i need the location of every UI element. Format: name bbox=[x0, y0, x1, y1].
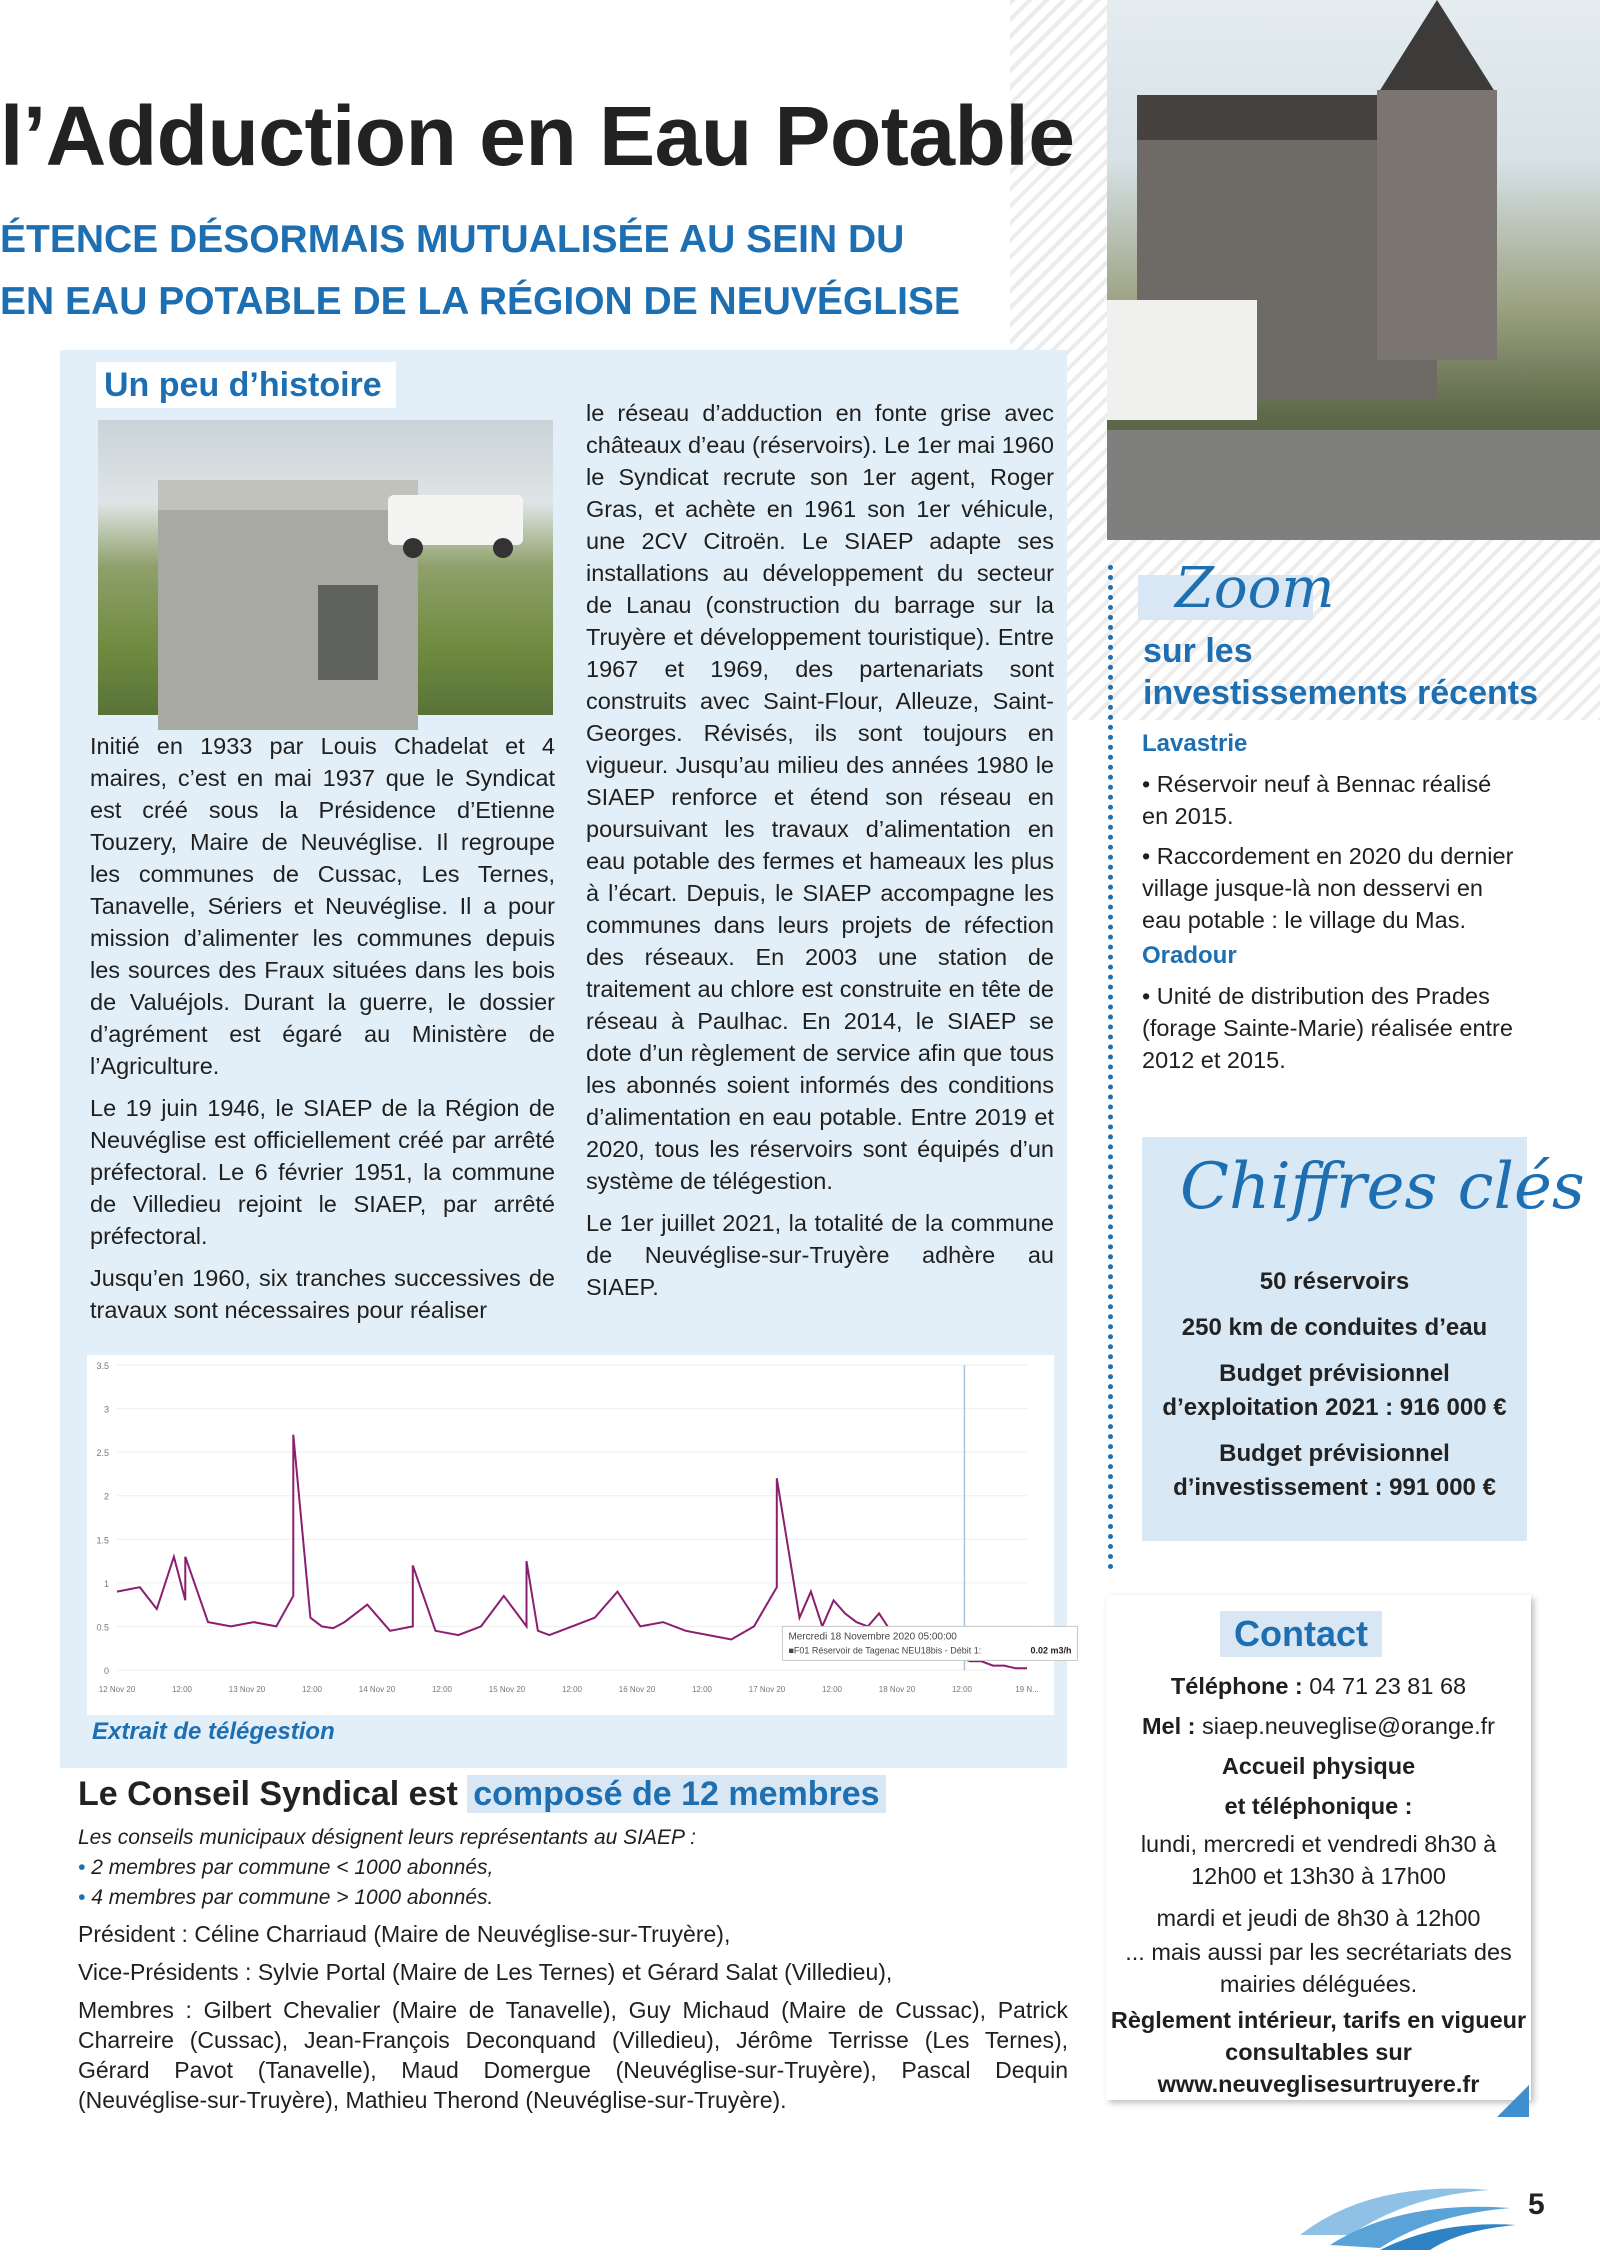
phone-label: Téléphone : bbox=[1170, 1673, 1303, 1699]
x-tick-label: 12 Nov 20 bbox=[98, 1685, 136, 1694]
x-tick-label: 17 Nov 20 bbox=[748, 1685, 786, 1694]
x-tick-label: 19 N... bbox=[1015, 1685, 1039, 1694]
history-paragraph: le réseau d’adduction en fonte grise avec châteaux d’eau (réservoirs). Le 1er mai 1960 le Syndicat recrute son 1er agent, Roger Gras, et achète en 1961 son 1er véhicule, une 2CV Citroën. Le SIAEP adapte ses installations au développement du secteur de Lanau (construction du barrage sur la Truyère et développement touristique). Entre 1967 et 1969, des partenariats sont construits avec Saint-Flour, Alleuze, Saint-Georges. Révisés, ils sont toujours en vigueur. Jusqu’au milieu des années 1980 le SIAEP renforce et étend son réseau en poursuivant les travaux d’alimentation en eau potable des fermes et hameaux les plus à l’écart. Depuis, le SIAEP accompagne les communes dans leurs projets de réfection des réseaux. En 2003 une station de traitement au chlore est construite en tête de réseau à Paulhac. En 2014, le SIAEP se dote d’un règlement de service afin que tous les abonnés soient informés des conditions d’alimentation en eau potable. Entre 2019 et 2020, tous les réservoirs sont équipés d’un système de télégestion. bbox=[586, 400, 1054, 1194]
chart-svg bbox=[87, 1355, 1072, 1715]
phone-value[interactable]: 04 71 23 81 68 bbox=[1309, 1673, 1467, 1699]
y-tick-label: 1.5 bbox=[96, 1535, 109, 1546]
history-column-2 bbox=[586, 397, 1054, 1313]
council-bullet: 2 membres par commune < 1000 abonnés, bbox=[91, 1856, 494, 1879]
key-figure: Budget prévisionnel d’exploitation 2021 : 916 000 € bbox=[1162, 1360, 1507, 1421]
mairies-note: ... mais aussi par les secrétariats des mairies déléguées. bbox=[1125, 1939, 1512, 1997]
key-figure: Budget prévisionnel d’investissement : 991 000 € bbox=[1173, 1440, 1496, 1501]
history-paragraph: Jusqu’en 1960, six tranches successives de travaux sont nécessaires pour réaliser bbox=[90, 1265, 555, 1323]
opening-hours: lundi, mercredi et vendredi 8h30 à 12h00 et 13h30 à 17h00 bbox=[1140, 1831, 1497, 1889]
x-tick-label: 13 Nov 20 bbox=[228, 1685, 266, 1694]
x-tick-label: 12:00 bbox=[561, 1685, 583, 1694]
contact-heading: Contact bbox=[1220, 1611, 1382, 1657]
bullet-icon: • bbox=[78, 1856, 92, 1879]
zoom-subtitle-line: sur les bbox=[1143, 632, 1253, 670]
tooltip-date: Mercredi 18 Novembre 2020 05:00:00 bbox=[788, 1631, 957, 1643]
page-number: 5 bbox=[1528, 2188, 1545, 2221]
reception-label: Accueil physique bbox=[1221, 1753, 1416, 1779]
y-tick-label: 1 bbox=[103, 1578, 109, 1589]
y-tick-label: 2.5 bbox=[96, 1448, 109, 1459]
council-bullet: 4 membres par commune > 1000 abonnés. bbox=[91, 1886, 494, 1909]
dotted-separator bbox=[1108, 565, 1113, 1570]
investment-item: • Raccordement en 2020 du dernier village jusque-là non desservi en eau potable : le village du Mas. bbox=[1142, 843, 1514, 933]
lavastrie-label: Lavastrie bbox=[1142, 730, 1248, 757]
x-tick-label: 12:00 bbox=[951, 1685, 973, 1694]
council-president: Président : Céline Charriaud (Maire de Neuvéglise-sur-Truyère), bbox=[78, 1921, 731, 1947]
church-photo bbox=[1107, 0, 1600, 532]
council-body bbox=[78, 1823, 1068, 2123]
x-tick-label: 14 Nov 20 bbox=[358, 1685, 396, 1694]
history-column-1 bbox=[90, 730, 555, 1336]
zoom-title: Zoom bbox=[1175, 556, 1335, 621]
x-tick-label: 15 Nov 20 bbox=[488, 1685, 526, 1694]
zoom-subtitle bbox=[1143, 630, 1538, 714]
zoom-investments bbox=[1142, 728, 1522, 1076]
key-figure: 250 km de conduites d’eau bbox=[1181, 1314, 1488, 1341]
council-heading-highlight: composé de 12 membres bbox=[467, 1775, 885, 1813]
history-paragraph: Initié en 1933 par Louis Chadelat et 4 maires, c’est en mai 1937 que le Syndicat est créé sous la Présidence d’Etienne Touzery, Maire de Neuvéglise. Il regroupe les communes de Cussac, Les Ternes, Tanavelle, Sériers et Neuvéglise. Il a pour mission d’alimenter les communes depuis les sources des Fraux situées dans les bois de Valuéjols. Durant la guerre, le dossier d’agrément est égaré au Ministère de l’Agriculture. bbox=[90, 733, 555, 1079]
x-tick-label: 16 Nov 20 bbox=[618, 1685, 656, 1694]
history-paragraph: Le 1er juillet 2021, la totalité de la commune de Neuvéglise-sur-Truyère adhère au SIAEP. bbox=[586, 1210, 1054, 1300]
email-value[interactable]: siaep.neuveglise@orange.fr bbox=[1202, 1713, 1496, 1739]
history-heading: Un peu d’histoire bbox=[96, 362, 396, 408]
email-label: Mel : bbox=[1141, 1713, 1196, 1739]
wave-logo-icon bbox=[1290, 2160, 1520, 2250]
council-intro: Les conseils municipaux désignent leurs représentants au SIAEP : bbox=[78, 1826, 696, 1849]
subtitle-line-1: ÉTENCE DÉSORMAIS MUTUALISÉE AU SEIN DU bbox=[0, 218, 905, 261]
key-figures-title: Chiffres clés bbox=[1180, 1150, 1585, 1224]
bullet-icon: • bbox=[78, 1886, 92, 1909]
x-tick-label: 12:00 bbox=[431, 1685, 453, 1694]
telegestion-chart bbox=[87, 1355, 1072, 1715]
tooltip-series: ■F01 Réservoir de Tagenac NEU18bis - Débit 1: bbox=[788, 1645, 982, 1656]
x-tick-label: 12:00 bbox=[821, 1685, 843, 1694]
y-tick-label: 3 bbox=[103, 1404, 109, 1415]
investment-item: • Réservoir neuf à Bennac réalisé en 2015. bbox=[1142, 771, 1492, 829]
oradour-label: Oradour bbox=[1142, 942, 1237, 969]
council-vice-presidents: Vice-Présidents : Sylvie Portal (Maire de Les Ternes) et Gérard Salat (Villedieu), bbox=[78, 1959, 893, 1985]
rules-note: Règlement intérieur, tarifs en vigueur consultables sur bbox=[1110, 2007, 1527, 2065]
subtitle-line-2: EN EAU POTABLE DE LA RÉGION DE NEUVÉGLISE bbox=[0, 280, 960, 323]
council-heading bbox=[78, 1775, 886, 1814]
tooltip-value: 0.02 m3/h bbox=[1030, 1645, 1072, 1656]
reception-label-2: et téléphonique : bbox=[1224, 1793, 1413, 1819]
x-tick-label: 12:00 bbox=[301, 1685, 323, 1694]
y-tick-label: 2 bbox=[103, 1491, 109, 1502]
website-link[interactable]: www.neuveglisesurtruyere.fr bbox=[1157, 2071, 1480, 2097]
council-heading-text: Le Conseil Syndical est bbox=[78, 1775, 468, 1813]
key-figure: 50 réservoirs bbox=[1259, 1268, 1410, 1295]
opening-hours-2: mardi et jeudi de 8h30 à 12h00 bbox=[1156, 1905, 1481, 1931]
y-tick-label: 0.5 bbox=[96, 1622, 109, 1633]
chart-caption: Extrait de télégestion bbox=[92, 1718, 335, 1745]
x-tick-label: 12:00 bbox=[691, 1685, 713, 1694]
history-paragraph: Le 19 juin 1946, le SIAEP de la Région de Neuvéglise est officiellement créé par arrêté préfectoral. Le 6 février 1951, la commune de Villedieu rejoint le SIAEP, par arrêté préfectoral. bbox=[90, 1095, 555, 1249]
x-tick-label: 12:00 bbox=[171, 1685, 193, 1694]
y-tick-label: 3.5 bbox=[96, 1361, 109, 1371]
x-tick-label: 18 Nov 20 bbox=[878, 1685, 916, 1694]
page-title: l’Adduction en Eau Potable bbox=[0, 89, 1075, 183]
investment-item: • Unité de distribution des Prades (forage Sainte-Marie) réalisée entre 2012 et 2015. bbox=[1142, 983, 1513, 1073]
zoom-subtitle-line: investissements récents bbox=[1143, 674, 1538, 712]
council-members: Membres : Gilbert Chevalier (Maire de Tanavelle), Guy Michaud (Maire de Cussac), Patrick Charreire (Cussac), Jean-François Deconquand (Villedieu), Jérôme Terrisse (Les Ternes), Gérard Pavot (Tanavelle), Maud Domergue (Neuvéglise-sur-Truyère), Pascal Dequin (Neuvéglise-sur-Truyère), Mathieu Therond (Neuvéglise-sur-Truyère). bbox=[78, 1997, 1068, 2113]
reservoir-photo bbox=[98, 420, 553, 715]
contact-details bbox=[1106, 1668, 1531, 2100]
y-tick-label: 0 bbox=[103, 1666, 109, 1676]
corner-accent bbox=[1497, 2085, 1529, 2117]
key-figures-list bbox=[1142, 1265, 1527, 1517]
